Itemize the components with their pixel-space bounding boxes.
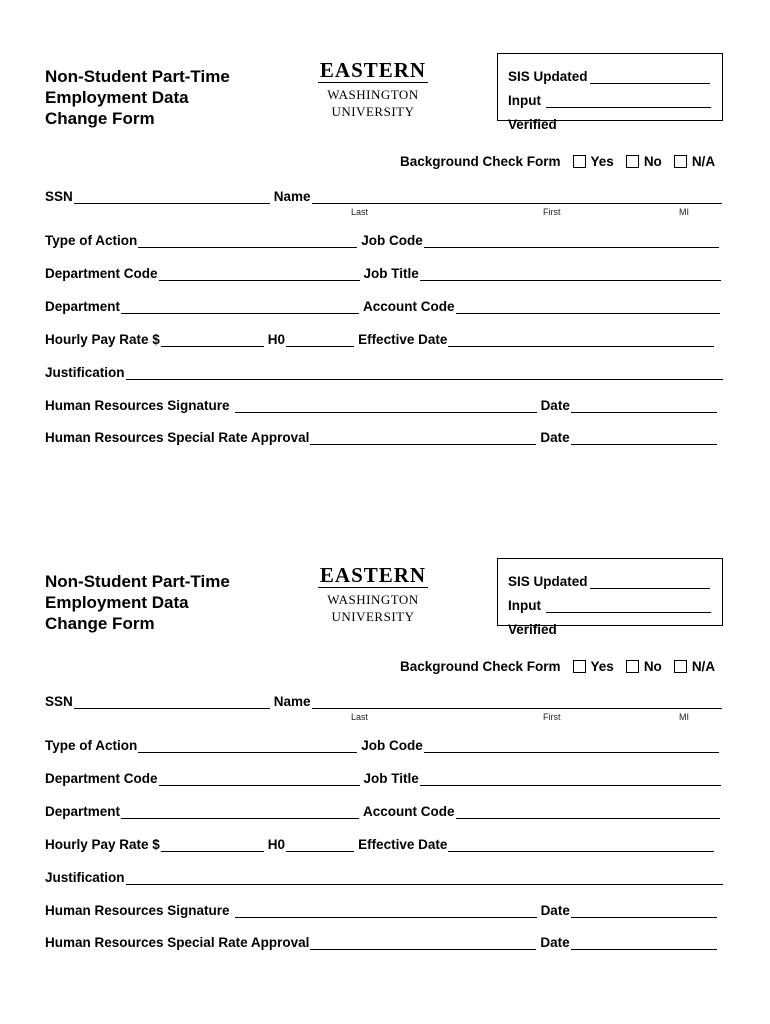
background-check bbox=[400, 154, 715, 169]
form-title-line-3: Change Form bbox=[45, 109, 155, 128]
sis-box bbox=[497, 53, 723, 132]
employment-change-form-1 bbox=[0, 50, 770, 490]
type-of-action-field[interactable] bbox=[138, 737, 357, 753]
hr-special-rate-date-field[interactable] bbox=[571, 429, 717, 445]
hr-special-rate-date-label: Date bbox=[540, 935, 570, 950]
hr-special-rate-label: Human Resources Special Rate Approval bbox=[45, 935, 310, 950]
department-field[interactable] bbox=[121, 298, 359, 314]
ssn-name-row bbox=[45, 693, 725, 709]
form-title-line-3: Change Form bbox=[45, 614, 155, 633]
name-last-caption: Last bbox=[351, 207, 369, 217]
no-checkbox[interactable] bbox=[626, 660, 639, 673]
name-field[interactable] bbox=[312, 188, 722, 204]
employment-change-form-2 bbox=[0, 555, 770, 995]
ssn-field[interactable] bbox=[74, 188, 270, 204]
name-mi-caption: MI bbox=[679, 712, 689, 722]
department-row bbox=[45, 803, 725, 819]
ssn-label: SSN bbox=[45, 694, 73, 709]
justification-label: Justification bbox=[45, 870, 125, 885]
h0-field[interactable] bbox=[286, 836, 354, 852]
form-title-line-1: Non-Student Part-Time bbox=[45, 572, 230, 591]
ssn-field[interactable] bbox=[74, 693, 270, 709]
ssn-name-row bbox=[45, 188, 725, 204]
department-code-field[interactable] bbox=[159, 770, 360, 786]
hr-special-rate-row bbox=[45, 934, 725, 950]
action-row bbox=[45, 737, 725, 753]
sis-box bbox=[497, 558, 723, 637]
pay-row bbox=[45, 836, 725, 852]
sis-input-label: Input bbox=[508, 598, 541, 613]
yes-label: Yes bbox=[590, 154, 614, 169]
action-row bbox=[45, 232, 725, 248]
h0-label: H0 bbox=[267, 332, 286, 347]
logo-eastern: EASTERN bbox=[319, 58, 427, 82]
department-row bbox=[45, 298, 725, 314]
sis-updated-label: SIS Updated bbox=[508, 574, 588, 589]
no-checkbox[interactable] bbox=[626, 155, 639, 168]
hr-special-rate-date-field[interactable] bbox=[571, 934, 717, 950]
no-label: No bbox=[643, 659, 662, 674]
na-checkbox[interactable] bbox=[674, 660, 687, 673]
ewu-logo bbox=[290, 58, 456, 120]
logo-university: UNIVERSITY bbox=[331, 104, 415, 119]
h0-field[interactable] bbox=[286, 331, 354, 347]
hr-signature-date-field[interactable] bbox=[571, 397, 717, 413]
hr-special-rate-field[interactable] bbox=[310, 429, 536, 445]
h0-label: H0 bbox=[267, 837, 286, 852]
background-check-label: Background Check Form bbox=[400, 154, 561, 169]
logo-washington: WASHINGTON bbox=[327, 592, 419, 607]
name-last-caption: Last bbox=[351, 712, 369, 722]
name-label: Name bbox=[273, 189, 311, 204]
job-code-label: Job Code bbox=[361, 738, 423, 753]
hr-signature-field[interactable] bbox=[235, 902, 537, 918]
job-title-label: Job Title bbox=[363, 771, 419, 786]
ssn-label: SSN bbox=[45, 189, 73, 204]
na-label: N/A bbox=[691, 659, 716, 674]
logo-university: UNIVERSITY bbox=[331, 609, 415, 624]
name-field[interactable] bbox=[312, 693, 722, 709]
dept-code-row bbox=[45, 770, 725, 786]
form-title-line-2: Employment Data bbox=[45, 593, 189, 612]
hr-special-rate-row bbox=[45, 429, 725, 445]
form-title bbox=[45, 66, 230, 129]
hr-special-rate-label: Human Resources Special Rate Approval bbox=[45, 430, 310, 445]
department-label: Department bbox=[45, 299, 121, 314]
hr-signature-date-label: Date bbox=[540, 398, 570, 413]
name-mi-caption: MI bbox=[679, 207, 689, 217]
hourly-pay-rate-label: Hourly Pay Rate $ bbox=[45, 332, 160, 347]
hr-signature-field[interactable] bbox=[235, 397, 537, 413]
hourly-pay-rate-label: Hourly Pay Rate $ bbox=[45, 837, 160, 852]
job-code-field[interactable] bbox=[424, 232, 719, 248]
sis-verified-label: Verified bbox=[508, 622, 557, 637]
sis-input-field[interactable] bbox=[546, 598, 711, 613]
yes-checkbox[interactable] bbox=[573, 155, 586, 168]
job-title-field[interactable] bbox=[420, 265, 721, 281]
name-first-caption: First bbox=[543, 712, 561, 722]
na-checkbox[interactable] bbox=[674, 155, 687, 168]
account-code-field[interactable] bbox=[456, 803, 720, 819]
hr-signature-label: Human Resources Signature bbox=[45, 398, 230, 413]
justification-field[interactable] bbox=[126, 869, 723, 885]
ewu-logo bbox=[290, 563, 456, 625]
yes-checkbox[interactable] bbox=[573, 660, 586, 673]
yes-label: Yes bbox=[590, 659, 614, 674]
justification-row bbox=[45, 869, 725, 885]
no-label: No bbox=[643, 154, 662, 169]
department-code-label: Department Code bbox=[45, 266, 158, 281]
background-check bbox=[400, 659, 715, 674]
job-code-label: Job Code bbox=[361, 233, 423, 248]
department-code-field[interactable] bbox=[159, 265, 360, 281]
account-code-label: Account Code bbox=[363, 804, 455, 819]
background-check-label: Background Check Form bbox=[400, 659, 561, 674]
type-of-action-field[interactable] bbox=[138, 232, 357, 248]
type-of-action-label: Type of Action bbox=[45, 233, 138, 248]
form-title-line-1: Non-Student Part-Time bbox=[45, 67, 230, 86]
effective-date-field[interactable] bbox=[448, 836, 714, 852]
form-title bbox=[45, 571, 230, 634]
type-of-action-label: Type of Action bbox=[45, 738, 138, 753]
justification-label: Justification bbox=[45, 365, 125, 380]
job-title-label: Job Title bbox=[363, 266, 419, 281]
pay-row bbox=[45, 331, 725, 347]
sis-updated-field[interactable] bbox=[590, 69, 710, 84]
hourly-pay-rate-field[interactable] bbox=[161, 836, 264, 852]
justification-row bbox=[45, 364, 725, 380]
sis-input-label: Input bbox=[508, 93, 541, 108]
sis-verified-label: Verified bbox=[508, 117, 557, 132]
hr-signature-row bbox=[45, 902, 725, 918]
hr-signature-label: Human Resources Signature bbox=[45, 903, 230, 918]
na-label: N/A bbox=[691, 154, 716, 169]
effective-date-label: Effective Date bbox=[358, 332, 448, 347]
name-first-caption: First bbox=[543, 207, 561, 217]
hr-special-rate-date-label: Date bbox=[540, 430, 570, 445]
sis-input-field[interactable] bbox=[546, 93, 711, 108]
logo-eastern: EASTERN bbox=[319, 563, 427, 587]
dept-code-row bbox=[45, 265, 725, 281]
hr-signature-date-field[interactable] bbox=[571, 902, 717, 918]
sis-updated-label: SIS Updated bbox=[508, 69, 588, 84]
account-code-label: Account Code bbox=[363, 299, 455, 314]
hr-signature-date-label: Date bbox=[540, 903, 570, 918]
department-label: Department bbox=[45, 804, 121, 819]
hr-special-rate-field[interactable] bbox=[310, 934, 536, 950]
hourly-pay-rate-field[interactable] bbox=[161, 331, 264, 347]
name-label: Name bbox=[273, 694, 311, 709]
department-field[interactable] bbox=[121, 803, 359, 819]
job-code-field[interactable] bbox=[424, 737, 719, 753]
effective-date-label: Effective Date bbox=[358, 837, 448, 852]
account-code-field[interactable] bbox=[456, 298, 720, 314]
sis-updated-field[interactable] bbox=[590, 574, 710, 589]
department-code-label: Department Code bbox=[45, 771, 158, 786]
effective-date-field[interactable] bbox=[448, 331, 714, 347]
justification-field[interactable] bbox=[126, 364, 723, 380]
logo-washington: WASHINGTON bbox=[327, 87, 419, 102]
job-title-field[interactable] bbox=[420, 770, 721, 786]
form-title-line-2: Employment Data bbox=[45, 88, 189, 107]
hr-signature-row bbox=[45, 397, 725, 413]
